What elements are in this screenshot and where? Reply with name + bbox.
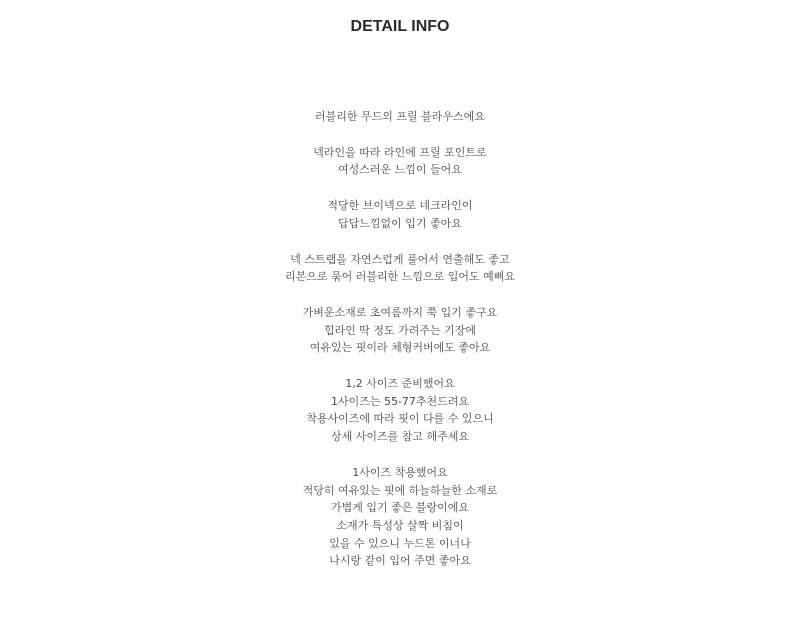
description-line: 1사이즈는 55-77추천드려요 xyxy=(330,394,470,408)
description-line: 러블리한 무드의 프릴 블라우스에요 xyxy=(315,110,485,123)
description-paragraph xyxy=(0,464,800,570)
page-title: DETAIL INFO xyxy=(350,18,450,35)
description-line: 여유있는 핏이라 체형커버에도 좋아요 xyxy=(309,341,491,355)
description-paragraph xyxy=(0,197,800,232)
description-line: 나시랑 같이 입어 주면 좋아요 xyxy=(329,554,471,568)
description-line: 소재가 특성상 살짝 비침이 xyxy=(336,518,464,532)
description-line: 답답느낌없이 입기 좋아요 xyxy=(338,216,462,230)
description-paragraph xyxy=(0,304,800,357)
description-paragraph xyxy=(0,108,800,126)
description-line: 넥 스트랩을 자연스럽게 풀어서 연출해도 좋고 xyxy=(290,252,510,266)
description-line: 가벼운소재로 초여름까지 쭉 입기 좋구요 xyxy=(302,305,498,319)
description-paragraph xyxy=(0,144,800,179)
description-line: 가볍게 입기 좋은 블랑이에요 xyxy=(330,501,469,515)
description-line: 넥라인을 따라 라인에 프릴 포인트로 xyxy=(313,145,487,159)
description-line: 있을 수 있으니 누드톤 이너나 xyxy=(329,536,471,550)
description-line: 1사이즈 착용했어요 xyxy=(352,465,448,479)
description-line: 여성스러운 느낌이 들어요 xyxy=(338,163,462,177)
detail-description xyxy=(0,108,800,588)
description-line: 적당한 브이넥으로 네크라인이 xyxy=(327,199,473,213)
description-line: 적당히 여유있는 핏에 하늘하늘한 소재로 xyxy=(302,483,498,497)
description-line: 리본으로 묶어 러블리한 느낌으로 입어도 예뻐요 xyxy=(284,270,515,284)
description-paragraph xyxy=(0,251,800,286)
description-line: 상세 사이즈를 참고 해주세요 xyxy=(330,430,469,444)
description-paragraph xyxy=(0,375,800,446)
description-line: 착용사이즈에 따라 핏이 다를 수 있으니 xyxy=(306,412,494,426)
description-line: 1,2 사이즈 준비했어요 xyxy=(345,377,455,391)
description-line: 힙라인 딱 정도 가려주는 기장에 xyxy=(323,323,477,337)
